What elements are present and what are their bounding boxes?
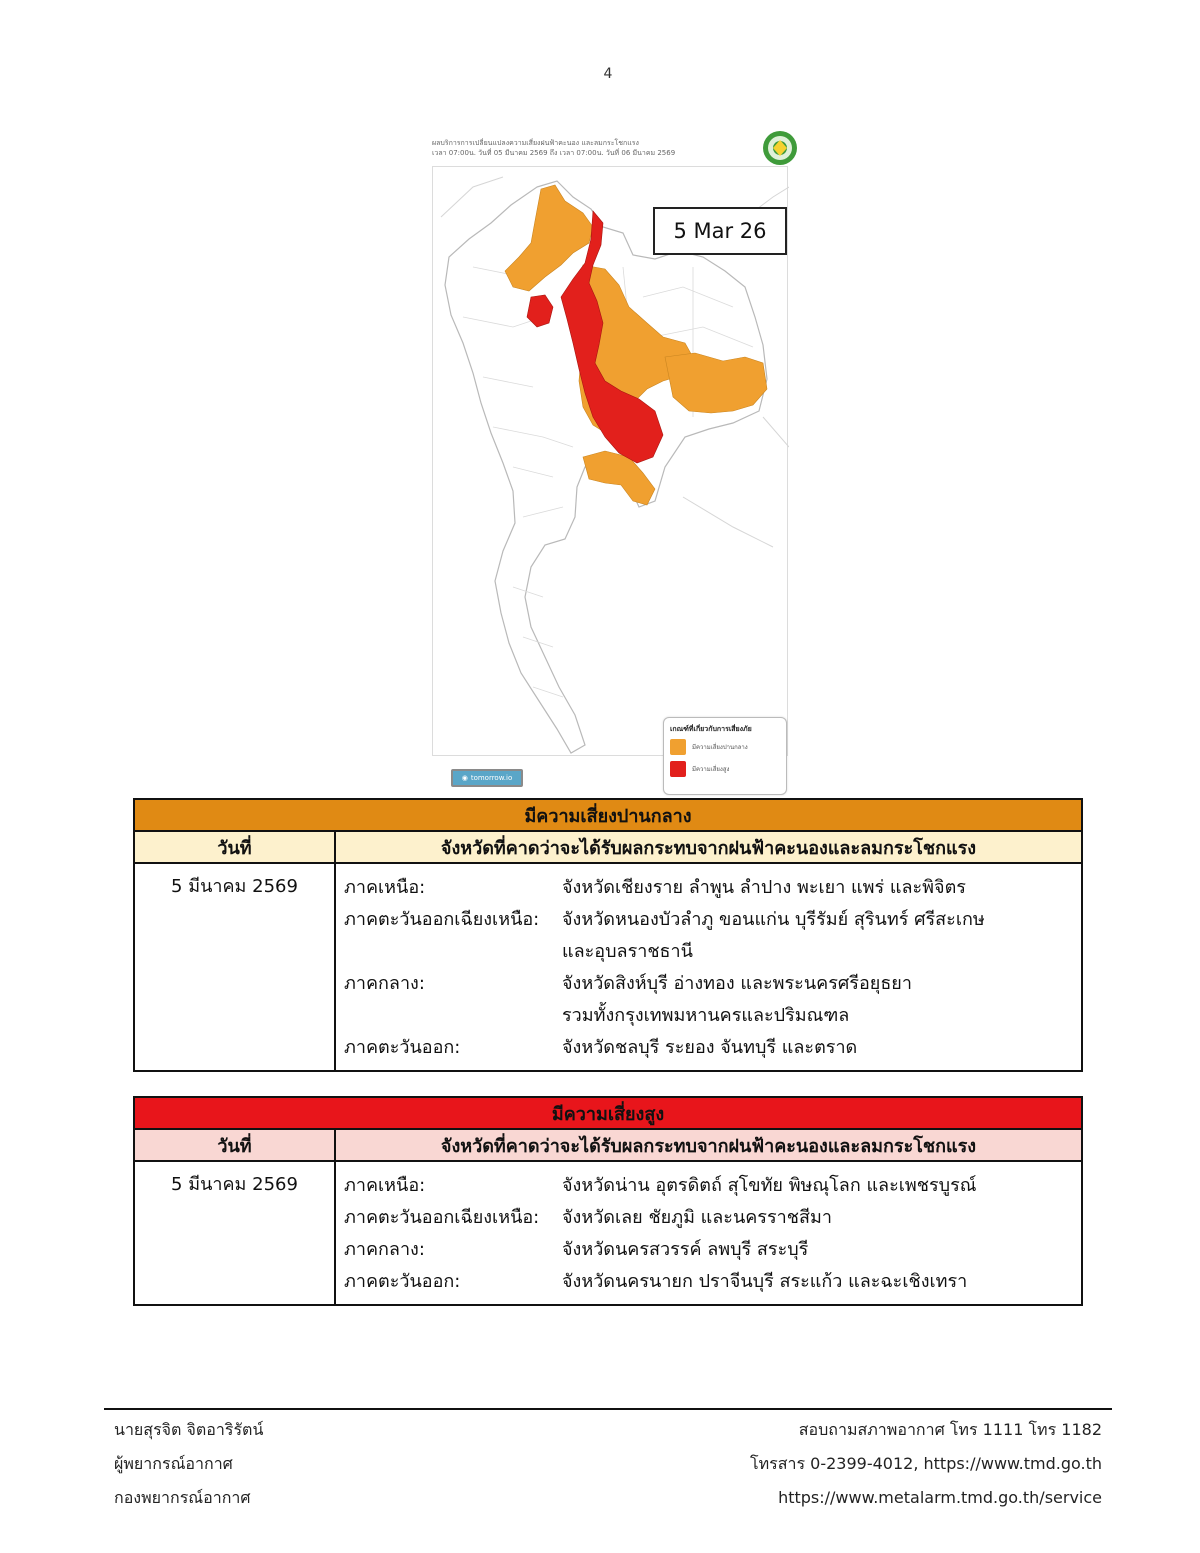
- region-name: ภาคตะวันออกเฉียงเหนือ:: [344, 909, 540, 930]
- region-provinces: จังหวัดสิงห์บุรี อ่างทอง และพระนครศรีอยุธยา รวมทั้งกรุงเทพมหานครและปริมณฑล: [562, 973, 912, 1026]
- region-name: ภาคเหนือ:: [344, 877, 426, 898]
- region-name: ภาคกลาง:: [344, 1239, 425, 1260]
- moderate-risk-table: [133, 798, 1083, 1072]
- footer-signature: [114, 1413, 263, 1515]
- map-header-line: ผลบริการการเปลี่ยนแปลงความเสี่ยงฝนฟ้าคะนอง และลมกระโชกแรง: [432, 139, 639, 147]
- high-risk-title: มีความเสี่ยงสูง: [134, 1097, 1082, 1129]
- region-name: ภาคตะวันออกเฉียงเหนือ:: [344, 1207, 540, 1228]
- legend-label-moderate: มีความเสี่ยงปานกลาง: [692, 744, 748, 751]
- thailand-map: [433, 167, 789, 757]
- map-frame: [432, 166, 788, 782]
- high-risk-table: [133, 1096, 1083, 1306]
- region-name: ภาคเหนือ:: [344, 1175, 426, 1196]
- region-name: ภาคตะวันออก:: [344, 1271, 461, 1292]
- region-name: ภาคกลาง:: [344, 973, 425, 994]
- tmd-logo-icon: [762, 130, 798, 166]
- region-provinces: จังหวัดหนองบัวลำภู ขอนแก่น บุรีรัมย์ สุรินทร์ ศรีสะเกษ และอุบลราชธานี: [562, 909, 985, 962]
- region-provinces: จังหวัดชลบุรี ระยอง จันทบุรี และตราด: [562, 1037, 858, 1058]
- table-row: [134, 1161, 1082, 1305]
- forecaster-title: ผู้พยากรณ์อากาศ: [114, 1454, 233, 1473]
- forecast-division: กองพยากรณ์อากาศ: [114, 1488, 251, 1507]
- region-row: [344, 1170, 1073, 1202]
- region-provinces: จังหวัดนครนายก ปราจีนบุรี สระแก้ว และฉะเชิงเทรา: [562, 1271, 968, 1292]
- region-row: [344, 872, 1073, 904]
- forecaster-name: นายสุรจิต จิตอาริรัตน์: [114, 1420, 264, 1439]
- forecast-date: 5 มีนาคม 2569: [134, 863, 335, 1071]
- region-row: [344, 1202, 1073, 1234]
- region-row: [344, 904, 1073, 968]
- region-provinces: จังหวัดน่าน อุตรดิตถ์ สุโขทัย พิษณุโลก และเพชรบูรณ์: [562, 1175, 977, 1196]
- forecast-date: 5 มีนาคม 2569: [134, 1161, 335, 1305]
- table-row: [134, 863, 1082, 1071]
- region-row: [344, 1032, 1073, 1064]
- map-header: [432, 138, 762, 158]
- footer-divider: [104, 1408, 1112, 1410]
- legend-item-high: [670, 761, 780, 777]
- provinces-column-header: จังหวัดที่คาดว่าจะได้รับผลกระทบจากฝนฟ้าคะนองและลมกระโชกแรง: [335, 831, 1082, 863]
- regions-cell: [335, 1161, 1082, 1305]
- map-date-label: 5 Mar 26: [653, 207, 787, 255]
- contact-phone: สอบถามสภาพอากาศ โทร 1111 โทร 1182: [798, 1420, 1102, 1439]
- legend-title: เกณฑ์ที่เกี่ยวกับการเสี่ยงภัย: [670, 725, 752, 733]
- provinces-column-header: จังหวัดที่คาดว่าจะได้รับผลกระทบจากฝนฟ้าคะนองและลมกระโชกแรง: [335, 1129, 1082, 1161]
- region-provinces: จังหวัดเลย ชัยภูมิ และนครราชสีมา: [562, 1207, 832, 1228]
- legend-label-high: มีความเสี่ยงสูง: [692, 766, 730, 773]
- legend-item-moderate: [670, 739, 780, 755]
- date-column-header: วันที่: [134, 831, 335, 863]
- page-number: 4: [603, 66, 613, 82]
- region-provinces: จังหวัดเชียงราย ลำพูน ลำปาง พะเยา แพร่ และพิจิตร: [562, 877, 966, 898]
- regions-cell: [335, 863, 1082, 1071]
- risk-map-figure: [428, 126, 800, 782]
- legend-swatch-moderate: [670, 739, 686, 755]
- map-credit-label: tomorrow.io: [470, 774, 513, 782]
- contact-fax-website[interactable]: โทรสาร 0-2399-4012, https://www.tmd.go.th: [750, 1454, 1102, 1473]
- region-row: [344, 968, 1073, 1032]
- legend-swatch-high: [670, 761, 686, 777]
- moderate-risk-title: มีความเสี่ยงปานกลาง: [134, 799, 1082, 831]
- date-column-header: วันที่: [134, 1129, 335, 1161]
- region-row: [344, 1266, 1073, 1298]
- map-legend: [663, 717, 787, 795]
- map-credit-badge: [451, 769, 523, 787]
- contact-service-link[interactable]: https://www.metalarm.tmd.go.th/service: [778, 1488, 1102, 1507]
- region-row: [344, 1234, 1073, 1266]
- region-provinces: จังหวัดนครสวรรค์ ลพบุรี สระบุรี: [562, 1239, 809, 1260]
- map-header-line: เวลา 07:00น. วันที่ 05 มีนาคม 2569 ถึง เวลา 07:00น. วันที่ 06 มีนาคม 2569: [432, 149, 676, 157]
- region-name: ภาคตะวันออก:: [344, 1037, 461, 1058]
- footer-contact: [750, 1413, 1102, 1515]
- tomorrow-logo-icon: ◉: [461, 774, 468, 782]
